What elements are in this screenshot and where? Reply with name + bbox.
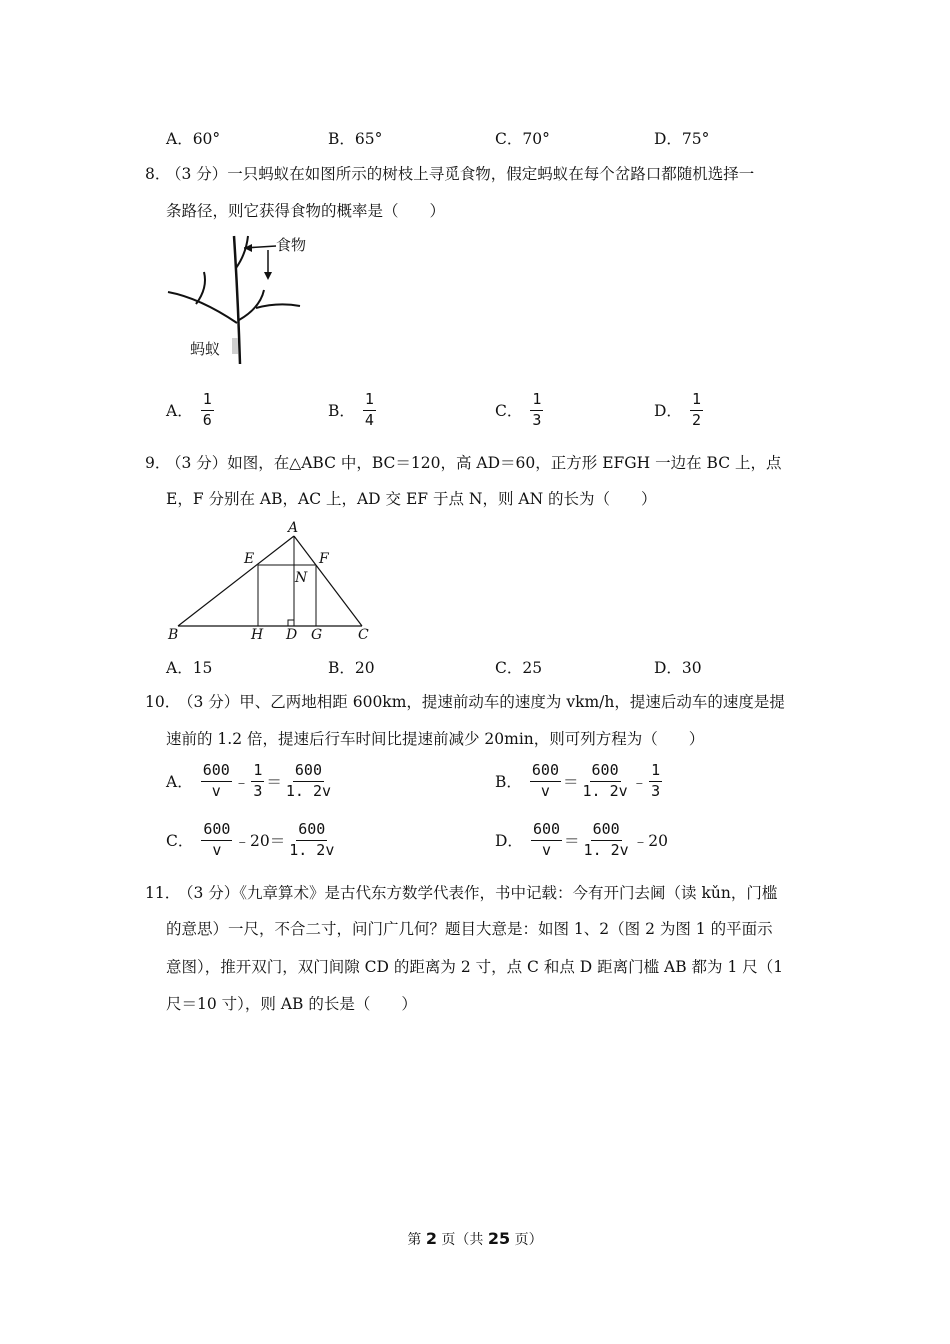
- q8-food-label: 食物: [276, 236, 307, 254]
- q9-stem-line1: （3 分）如图，在△ABC 中，BC＝120，高 AD＝60，正方形 EFGH 一边在 BC 上，点: [166, 454, 782, 472]
- q9-label-a: A: [288, 520, 299, 536]
- q9-number: 9．: [145, 454, 171, 472]
- q10-option-a-equals: ＝: [266, 773, 282, 792]
- q8-option-d-fraction: $\frac{1}{2}$: [691, 390, 701, 429]
- q10-option-d-label: D．: [495, 832, 523, 851]
- q10-option-a-minus: ﹣: [233, 773, 250, 792]
- q7-option-c: C．70°: [495, 130, 550, 148]
- q8-stem-line1: （3 分）一只蚂蚁在如图所示的树枝上寻觅食物，假定蚂蚁在每个岔路口都随机选择一: [166, 165, 755, 183]
- q9-option-b: B．20: [328, 659, 375, 677]
- total-page-number: 25: [487, 1229, 511, 1248]
- q10-option-b-fraction3: $\frac{1}{3}$: [651, 761, 661, 800]
- q10-option-c-fraction2: $\frac{600}{1. 2v}$: [289, 820, 335, 859]
- current-page-number: 2: [425, 1229, 437, 1248]
- q9-label-g: G: [311, 627, 323, 643]
- q8-tree-figure: [160, 228, 320, 368]
- q9-option-a: A．15: [166, 659, 213, 677]
- q10-option-c-operator: ﹣20＝: [234, 832, 286, 851]
- q8-option-b: [328, 392, 376, 429]
- q10-option-c-fraction1: $\frac{600}{v}$: [203, 820, 231, 859]
- q9-triangle-figure: [164, 518, 384, 644]
- q10-option-b-fraction1: $\frac{600}{v}$: [531, 761, 559, 800]
- q9-label-h: H: [251, 627, 264, 643]
- q8-option-d: [654, 392, 703, 429]
- page-footer: 第 2 页（共 25 页）: [407, 1229, 543, 1248]
- q8-ant-label: 蚂蚁: [190, 340, 221, 358]
- q10-stem-line2: 速前的 1.2 倍，提速后行车时间比提速前减少 20min，则可列方程为（ ）: [166, 730, 705, 748]
- q10-option-b-equals: ＝: [562, 773, 579, 792]
- q9-label-d: D: [286, 627, 298, 643]
- q8-option-b-fraction: $\frac{1}{4}$: [364, 390, 374, 429]
- q9-label-f: F: [319, 551, 329, 567]
- q8-stem-line2: 条路径，则它获得食物的概率是（ ）: [166, 202, 446, 220]
- q10-option-c: [166, 822, 336, 859]
- q7-option-b: B．65°: [328, 130, 383, 148]
- q10-option-d-fraction1: $\frac{600}{v}$: [532, 820, 561, 859]
- q10-option-d-equals: ＝: [564, 832, 580, 851]
- q10-option-d-fraction2: $\frac{600}{1. 2v}$: [583, 820, 629, 859]
- q11-stem-line3: 意图），推开双门，双门间隙 CD 的距离为 2 寸，点 C 和点 D 距离门槛 AB 都为 1 尺（1: [166, 958, 784, 976]
- q10-option-a-label: A．: [166, 773, 193, 792]
- q9-option-d: D．30: [654, 659, 702, 677]
- q10-option-a-fraction2: $\frac{1}{3}$: [253, 761, 263, 800]
- q7-option-d: D．75°: [654, 130, 710, 148]
- q8-option-a: [166, 392, 214, 429]
- q10-option-d: [495, 822, 670, 859]
- q11-stem-line1: （3 分）《九章算术》是古代东方数学代表作，书中记载：今有开门去阃（读 kǔn，门槛: [178, 884, 778, 902]
- q8-option-a-fraction: $\frac{1}{6}$: [202, 390, 212, 429]
- q10-option-b-minus: ﹣: [631, 773, 648, 792]
- q10-option-a-fraction1: $\frac{600}{v}$: [202, 761, 230, 800]
- q7-option-a: A．60°: [166, 130, 221, 148]
- q10-number: 10．: [145, 693, 181, 711]
- q11-stem-line4: 尺＝10 寸），则 AB 的长是（ ）: [166, 995, 417, 1013]
- q10-option-b-fraction2: $\frac{600}{1. 2v}$: [582, 761, 628, 800]
- q8-option-c-fraction: $\frac{1}{3}$: [532, 390, 542, 429]
- q10-option-a: [166, 763, 333, 800]
- q8-option-b-label: B．: [328, 402, 355, 421]
- q10-option-c-label: C．: [166, 832, 194, 851]
- q8-option-a-label: A．: [166, 402, 193, 421]
- q10-stem-line1: （3 分）甲、乙两地相距 600km，提速前动车的速度为 vkm/h，提速后动车的速度是提: [178, 693, 785, 711]
- q10-option-b: [495, 763, 662, 800]
- q9-label-e: E: [244, 551, 255, 567]
- q8-option-c-label: C．: [495, 402, 523, 421]
- q9-label-n: N: [295, 570, 308, 586]
- q10-option-b-label: B．: [495, 773, 522, 792]
- q10-option-a-fraction3: $\frac{600}{1. 2v}$: [285, 761, 332, 800]
- q9-stem-line2: E，F 分别在 AB，AC 上，AD 交 EF 于点 N，则 AN 的长为（ ）: [166, 490, 657, 508]
- q8-number: 8．: [145, 165, 171, 183]
- q9-label-b: B: [168, 627, 179, 643]
- q8-option-d-label: D．: [654, 402, 682, 421]
- q11-number: 11．: [145, 884, 181, 902]
- q11-stem-line2: 的意思）一尺，不合二寸，问门广几何？题目大意是：如图 1、2（图 2 为图 1 的平面示: [166, 920, 773, 938]
- q10-option-d-operator: ﹣20: [632, 832, 668, 851]
- q8-option-c: [495, 392, 543, 429]
- q9-label-c: C: [358, 627, 369, 643]
- q9-option-c: C．25: [495, 659, 543, 677]
